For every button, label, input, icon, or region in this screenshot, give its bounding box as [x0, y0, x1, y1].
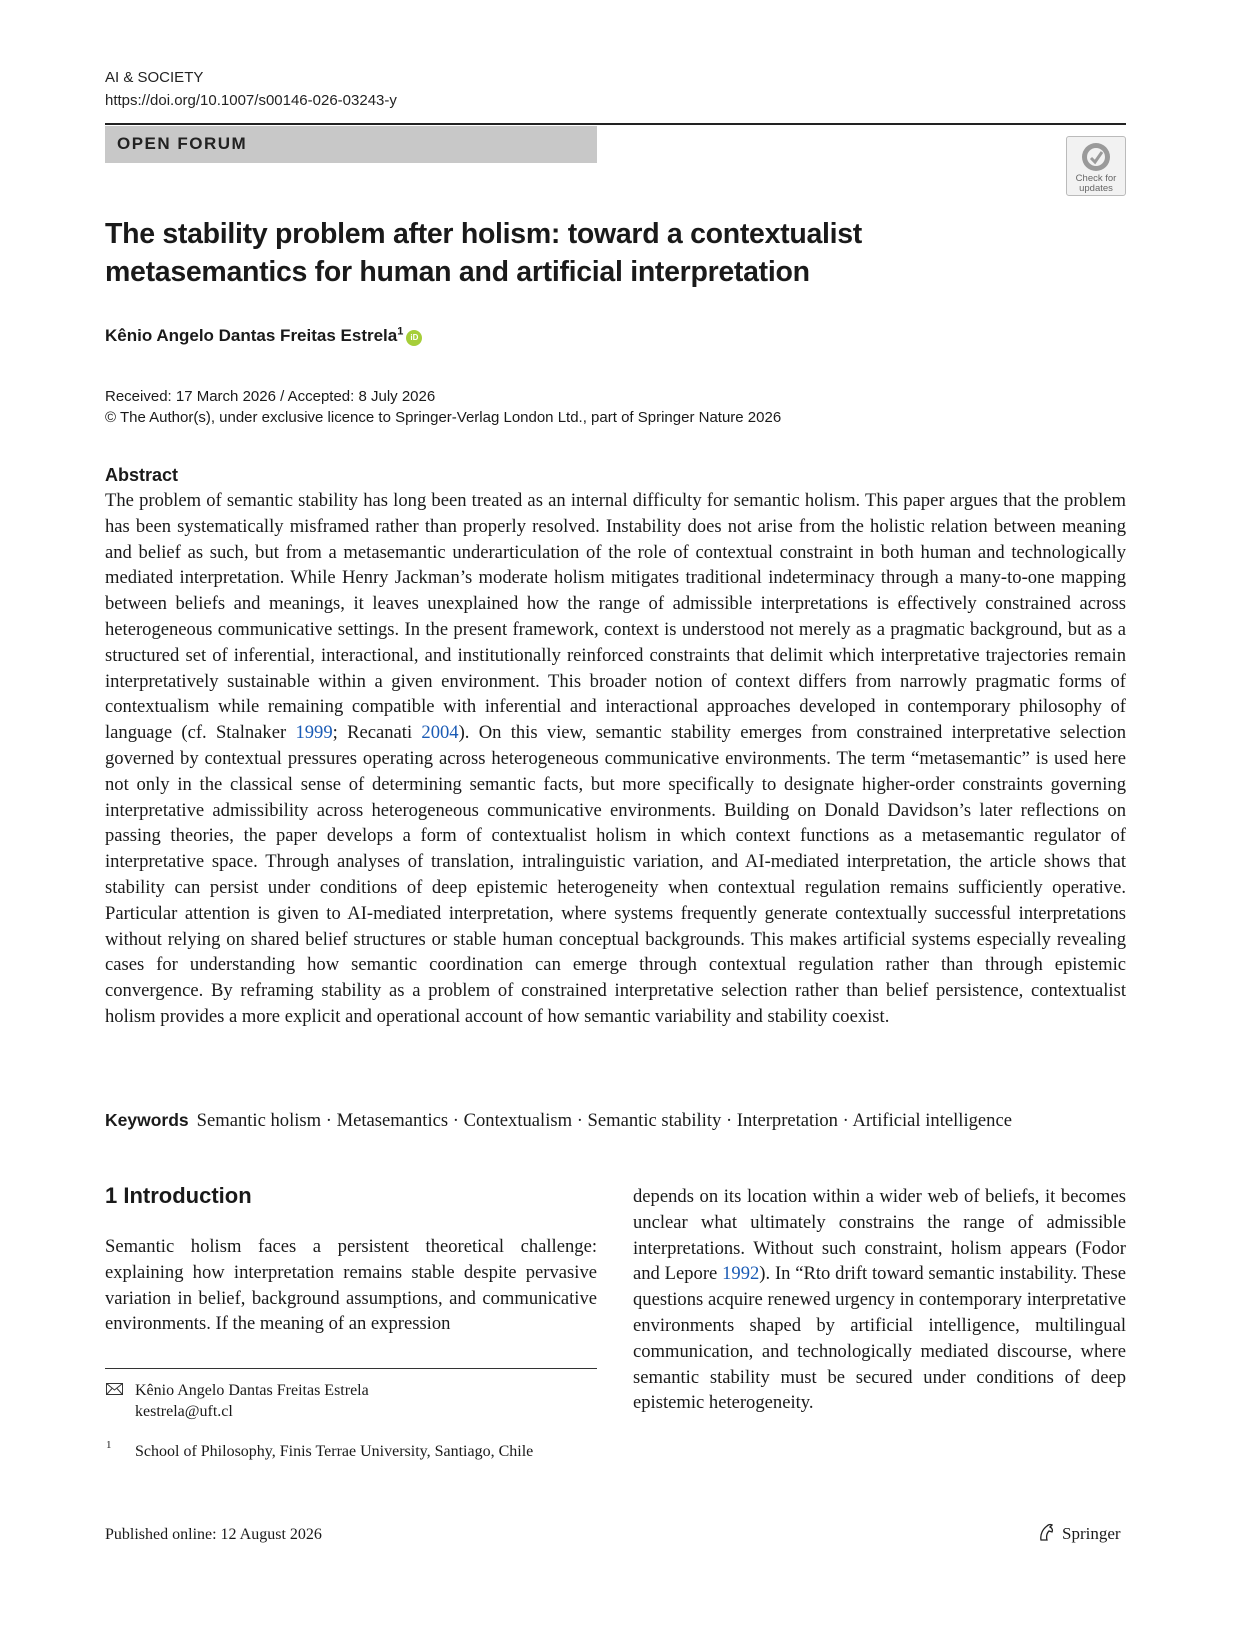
- abstract-text-2: ; Recanati: [332, 722, 422, 744]
- section-banner: [105, 126, 597, 163]
- citation-link[interactable]: 1992: [722, 1263, 760, 1285]
- keywords-line: [105, 1108, 1135, 1133]
- keywords-list: Semantic holism · Metasemantics · Contextualism · Semantic stability · Interpretation · Artificial intelligence: [196, 1110, 1012, 1131]
- published-online-date: Published online: 12 August 2026: [105, 1526, 322, 1543]
- author-name[interactable]: Kênio Angelo Dantas Freitas Estrela: [105, 326, 398, 345]
- footnote-rule: [105, 1368, 597, 1369]
- citation-link[interactable]: 1999: [295, 722, 333, 744]
- doi-link[interactable]: https://doi.org/10.1007/s00146-026-03243-y: [105, 92, 397, 109]
- abstract-heading: Abstract: [105, 465, 179, 485]
- intro-right-column: [633, 1184, 1126, 1416]
- author-affiliation-mark: 1: [397, 325, 404, 338]
- intro-right-text-1: depends on its location within a wider web of beliefs, it becomes unclear what ultimately constrains the range of admissible interpretations. Without such constraint, holism appears (Fodor and Lepore: [633, 1186, 1126, 1285]
- abstract-text-3: ). On this view, semantic stability emerges from constrained interpretative selection governed by contextual pressures operating across heterogeneous communicative environments. The term “metasemantic” is used here not only in the classical sense of determining semantic facts, but more specifically to designate higher-order constraints governing interpretative admissibility across heterogeneous communicative environments. Building on Donald Davidson’s later reflections on passing theories, the paper develops a form of contextualist holism in which context functions as a metasemantic regulator of interpretative space. Through analyses of translation, intralinguistic variation, and AI-mediated interpretation, the article shows that stability can persist under conditions of deep epistemic heterogeneity when contextual regulation remains sufficiently operative. Particular attention is given to AI-mediated interpretation, where systems frequently generate contextually successful interpretations without relying on shared belief structures or stable human conceptual backgrounds. This makes artificial systems especially revealing cases for understanding how semantic coordination can emerge through contextual regulation rather than through epistemic convergence. By reframing stability as a problem of constrained interpretative selection rather than belief persistence, contextualist holism provides a more explicit and operational account of how semantic variability and stability coexist.: [105, 722, 1126, 1027]
- copyright-notice: © The Author(s), under exclusive licence to Springer-Verlag London Ltd., part of Springer Nature 2026: [105, 409, 782, 426]
- keywords-heading: Keywords: [105, 1110, 189, 1130]
- article-title: The stability problem after holism: toward a contextualist metasemantics for human and artificial interpretation: [105, 218, 862, 288]
- author-line: [105, 325, 422, 347]
- journal-name: AI & SOCIETY: [105, 69, 204, 86]
- publisher-logo: [1037, 1522, 1121, 1545]
- intro-right-text-2: ). In “Rto drift toward semantic instability. These questions acquire renewed urgency in contemporary interpretative environments shaped by artificial intelligence, multilingual communication, and technologically mediated discourse, where semantic stability must be secured under conditions of deep epistemic heterogeneity.: [633, 1263, 1126, 1414]
- affiliation: School of Philosophy, Finis Terrae University, Santiago, Chile: [135, 1443, 534, 1460]
- mail-icon[interactable]: [106, 1383, 123, 1395]
- section-heading-introduction: 1 Introduction: [105, 1183, 252, 1208]
- orcid-icon[interactable]: iD: [406, 330, 422, 346]
- abstract-text-1: The problem of semantic stability has long been treated as an internal difficulty for semantic holism. This paper argues that the problem has been systematically misframed rather than properly resolved. Instability does not arise from the holistic relation between meaning and belief as such, but from a metasemantic underarticulation of the role of contextual constraint in both human and technologically mediated interpretation. While Henry Jackman’s moderate holism mitigates traditional indeterminacy through a many-to-one mapping between beliefs and meanings, it leaves unexplained how the range of admissible interpretations is effectively constrained across heterogeneous communicative settings. In the present framework, context is understood not merely as a pragmatic background, but as a structured set of inferential, interactional, and institutionally reinforced constraints that delimit which interpretative trajectories remain interpretatively sustainable within a given environment. This broader notion of context differs from narrowly pragmatic forms of contextualism while remaining compatible with inferential and interactional approaches developed in contemporary philosophy of language (cf. Stalnaker: [105, 490, 1126, 744]
- affiliation-number: 1: [106, 1439, 112, 1451]
- header-rule: [105, 123, 1126, 125]
- received-dates: Received: 17 March 2026 / Accepted: 8 July 2026: [105, 388, 436, 405]
- corresponding-author-email[interactable]: kestrela@uft.cl: [135, 1403, 233, 1420]
- check-updates-label: Check for updates: [1075, 173, 1117, 194]
- check-for-updates-badge[interactable]: [1066, 136, 1126, 196]
- corresponding-author-name: Kênio Angelo Dantas Freitas Estrela: [135, 1382, 369, 1399]
- abstract-body: [105, 488, 1126, 1030]
- section-label: OPEN FORUM: [117, 134, 248, 153]
- check-updates-icon: [1080, 141, 1112, 173]
- publisher-name: Springer: [1062, 1524, 1121, 1543]
- intro-left-column: Semantic holism faces a persistent theoretical challenge: explaining how interpretation remains stable despite pervasive variation in belief, background assumptions, and communicative environments. If the meaning of an expression: [105, 1236, 597, 1335]
- citation-link[interactable]: 2004: [421, 722, 459, 744]
- springer-horse-icon: [1037, 1522, 1057, 1542]
